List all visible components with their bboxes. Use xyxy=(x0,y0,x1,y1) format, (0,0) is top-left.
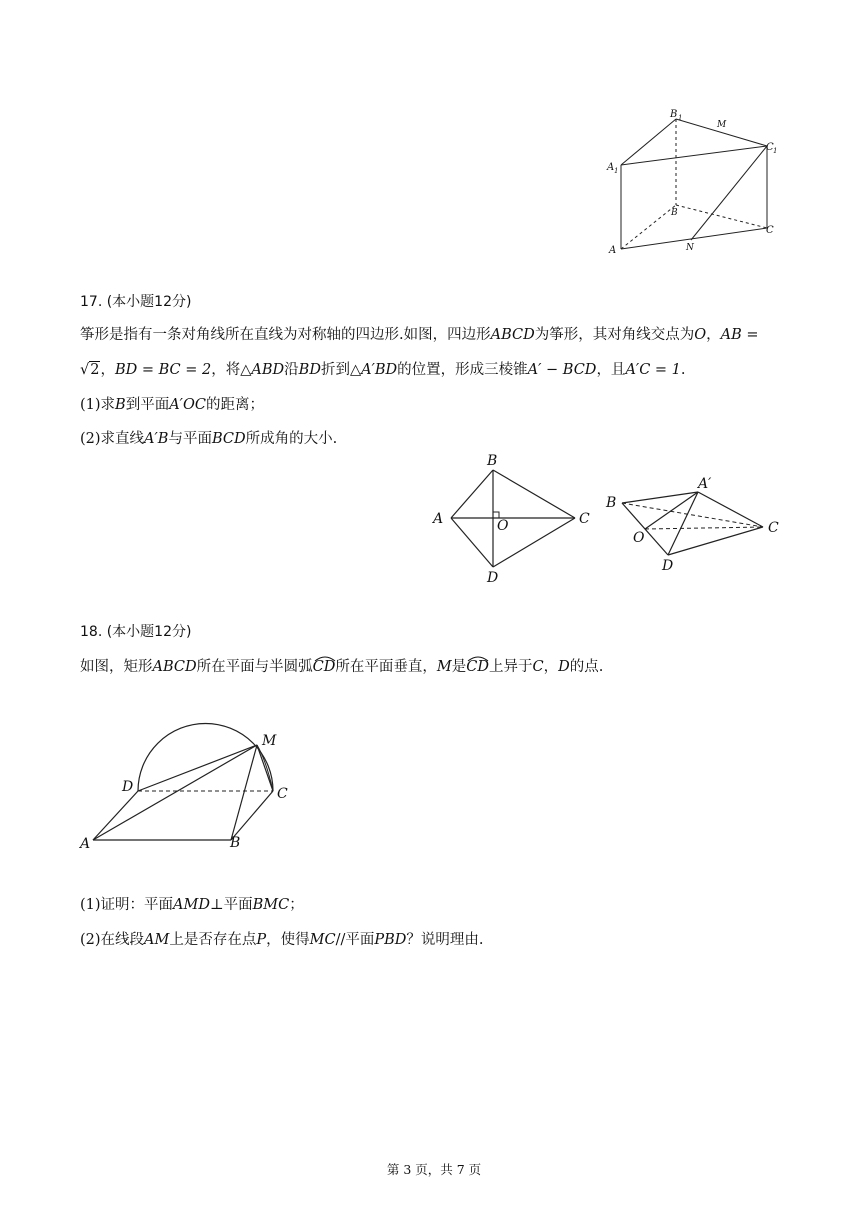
q17-line2-b: ，将△ xyxy=(211,362,252,378)
q17-line2-e: 的位置，形成三棱锥 xyxy=(397,362,528,378)
math-b: B xyxy=(115,397,126,413)
q17-line1-b: 为筝形，其对角线交点为 xyxy=(534,327,695,343)
label-a1-sub: 1 xyxy=(614,167,619,175)
tetra-label-c: C xyxy=(768,520,779,536)
label-c1-sub: 1 xyxy=(773,147,778,155)
label-b: B xyxy=(671,208,678,218)
math-pbd: PBD xyxy=(374,932,407,948)
kite-figure xyxy=(420,450,600,590)
math-arc-cd-2: CD xyxy=(466,659,489,675)
kite-label-c: C xyxy=(579,511,590,527)
tetra-label-ap: A′ xyxy=(698,476,712,492)
q17-line1-c: ， xyxy=(706,327,721,343)
edge-a1-b1 xyxy=(621,119,676,165)
kite-label-o: O xyxy=(497,518,509,534)
q18-header: 18. (本小题12分) xyxy=(80,624,192,640)
math-tetra: A′ − BCD xyxy=(527,362,597,378)
math-am: AM xyxy=(144,932,170,948)
kite-label-b: B xyxy=(487,453,498,469)
math-abcd-18: ABCD xyxy=(152,659,197,675)
q17-part1: (1)求B到平面A′OC的距离； xyxy=(80,397,264,413)
edge-a1-c1 xyxy=(621,146,767,165)
semi-label-a: A xyxy=(80,836,91,852)
q18-part2: (2)在线段AM上是否存在点P，使得MC//平面PBD？说明理由. xyxy=(80,932,484,948)
math-apoc: A′OC xyxy=(169,397,206,413)
label-a1: A xyxy=(607,162,615,173)
edge-c1-n xyxy=(691,146,767,240)
q18-line1: 如图，矩形ABCD所在平面与半圆弧CD 所在平面垂直，M是CD 上异于C，D的点. xyxy=(80,659,604,675)
kite-label-a: A xyxy=(433,511,444,527)
semi-label-b: B xyxy=(230,835,241,851)
math-abd: ABD xyxy=(251,362,285,378)
q17-line2-g: . xyxy=(680,362,686,378)
q17-line2 xyxy=(80,360,686,380)
math-c: C xyxy=(532,659,544,675)
q17-line2-f: ，且 xyxy=(596,362,626,378)
math-amd: AMD xyxy=(173,897,210,913)
semi-label-d: D xyxy=(122,779,134,795)
edge-b-c-hidden xyxy=(676,205,767,228)
math-bd: BD xyxy=(298,362,321,378)
math-arc-cd: CD xyxy=(312,659,336,675)
math-bd-bc: BD = BC = 2 xyxy=(114,362,212,378)
q17-line1-a: 筝形是指有一条对角线所在直线为对称轴的四边形.如图，四边形 xyxy=(80,327,491,343)
tetrahedron-figure xyxy=(600,470,790,580)
tetra-label-o: O xyxy=(633,530,645,546)
math-abcd: ABCD xyxy=(490,327,535,343)
semi-label-c: C xyxy=(277,786,288,802)
semicircle-figure xyxy=(75,720,305,855)
label-m: M xyxy=(717,120,727,130)
kite-label-d: D xyxy=(487,570,499,586)
label-c: C xyxy=(766,225,774,236)
math-o: O xyxy=(694,327,707,343)
math-m: M xyxy=(436,659,452,675)
math-bmc: BMC xyxy=(252,897,290,913)
label-a: A xyxy=(609,245,617,256)
q17-part2: (2)求直线A′B与平面BCD所成角的大小. xyxy=(80,431,338,447)
tetra-label-d: D xyxy=(662,558,674,574)
sqrt-2: √2 xyxy=(80,362,100,378)
math-apc: A′C = 1 xyxy=(625,362,681,378)
label-c1: C xyxy=(766,142,774,153)
semi-label-m: M xyxy=(262,733,277,749)
prism-figure xyxy=(600,100,800,260)
label-n: N xyxy=(686,243,694,253)
label-b1: B xyxy=(670,109,678,120)
q18-part1: (1)证明：平面AMD⊥平面BMC； xyxy=(80,897,304,913)
math-ab-eq: AB = xyxy=(720,327,759,343)
q17-line2-a: ， xyxy=(100,362,115,378)
q17-line1 xyxy=(80,325,759,345)
label-b1-sub: 1 xyxy=(678,114,683,122)
math-mc: MC xyxy=(309,932,336,948)
q17-line2-c: 沿 xyxy=(284,362,299,378)
semicircle-arc xyxy=(138,724,273,792)
math-apb: A′B xyxy=(144,431,169,447)
q17-header: 17. (本小题12分) xyxy=(80,294,192,310)
math-bcd: BCD xyxy=(211,431,246,447)
math-p: P xyxy=(256,932,267,948)
math-apbd: A′BD xyxy=(361,362,398,378)
math-d: D xyxy=(558,659,570,675)
q17-line2-d: 折到△ xyxy=(320,362,362,378)
tetra-label-b: B xyxy=(606,495,617,511)
page-footer: 第 3 页，共 7 页 xyxy=(386,1162,482,1177)
edge-a-c xyxy=(621,228,767,249)
